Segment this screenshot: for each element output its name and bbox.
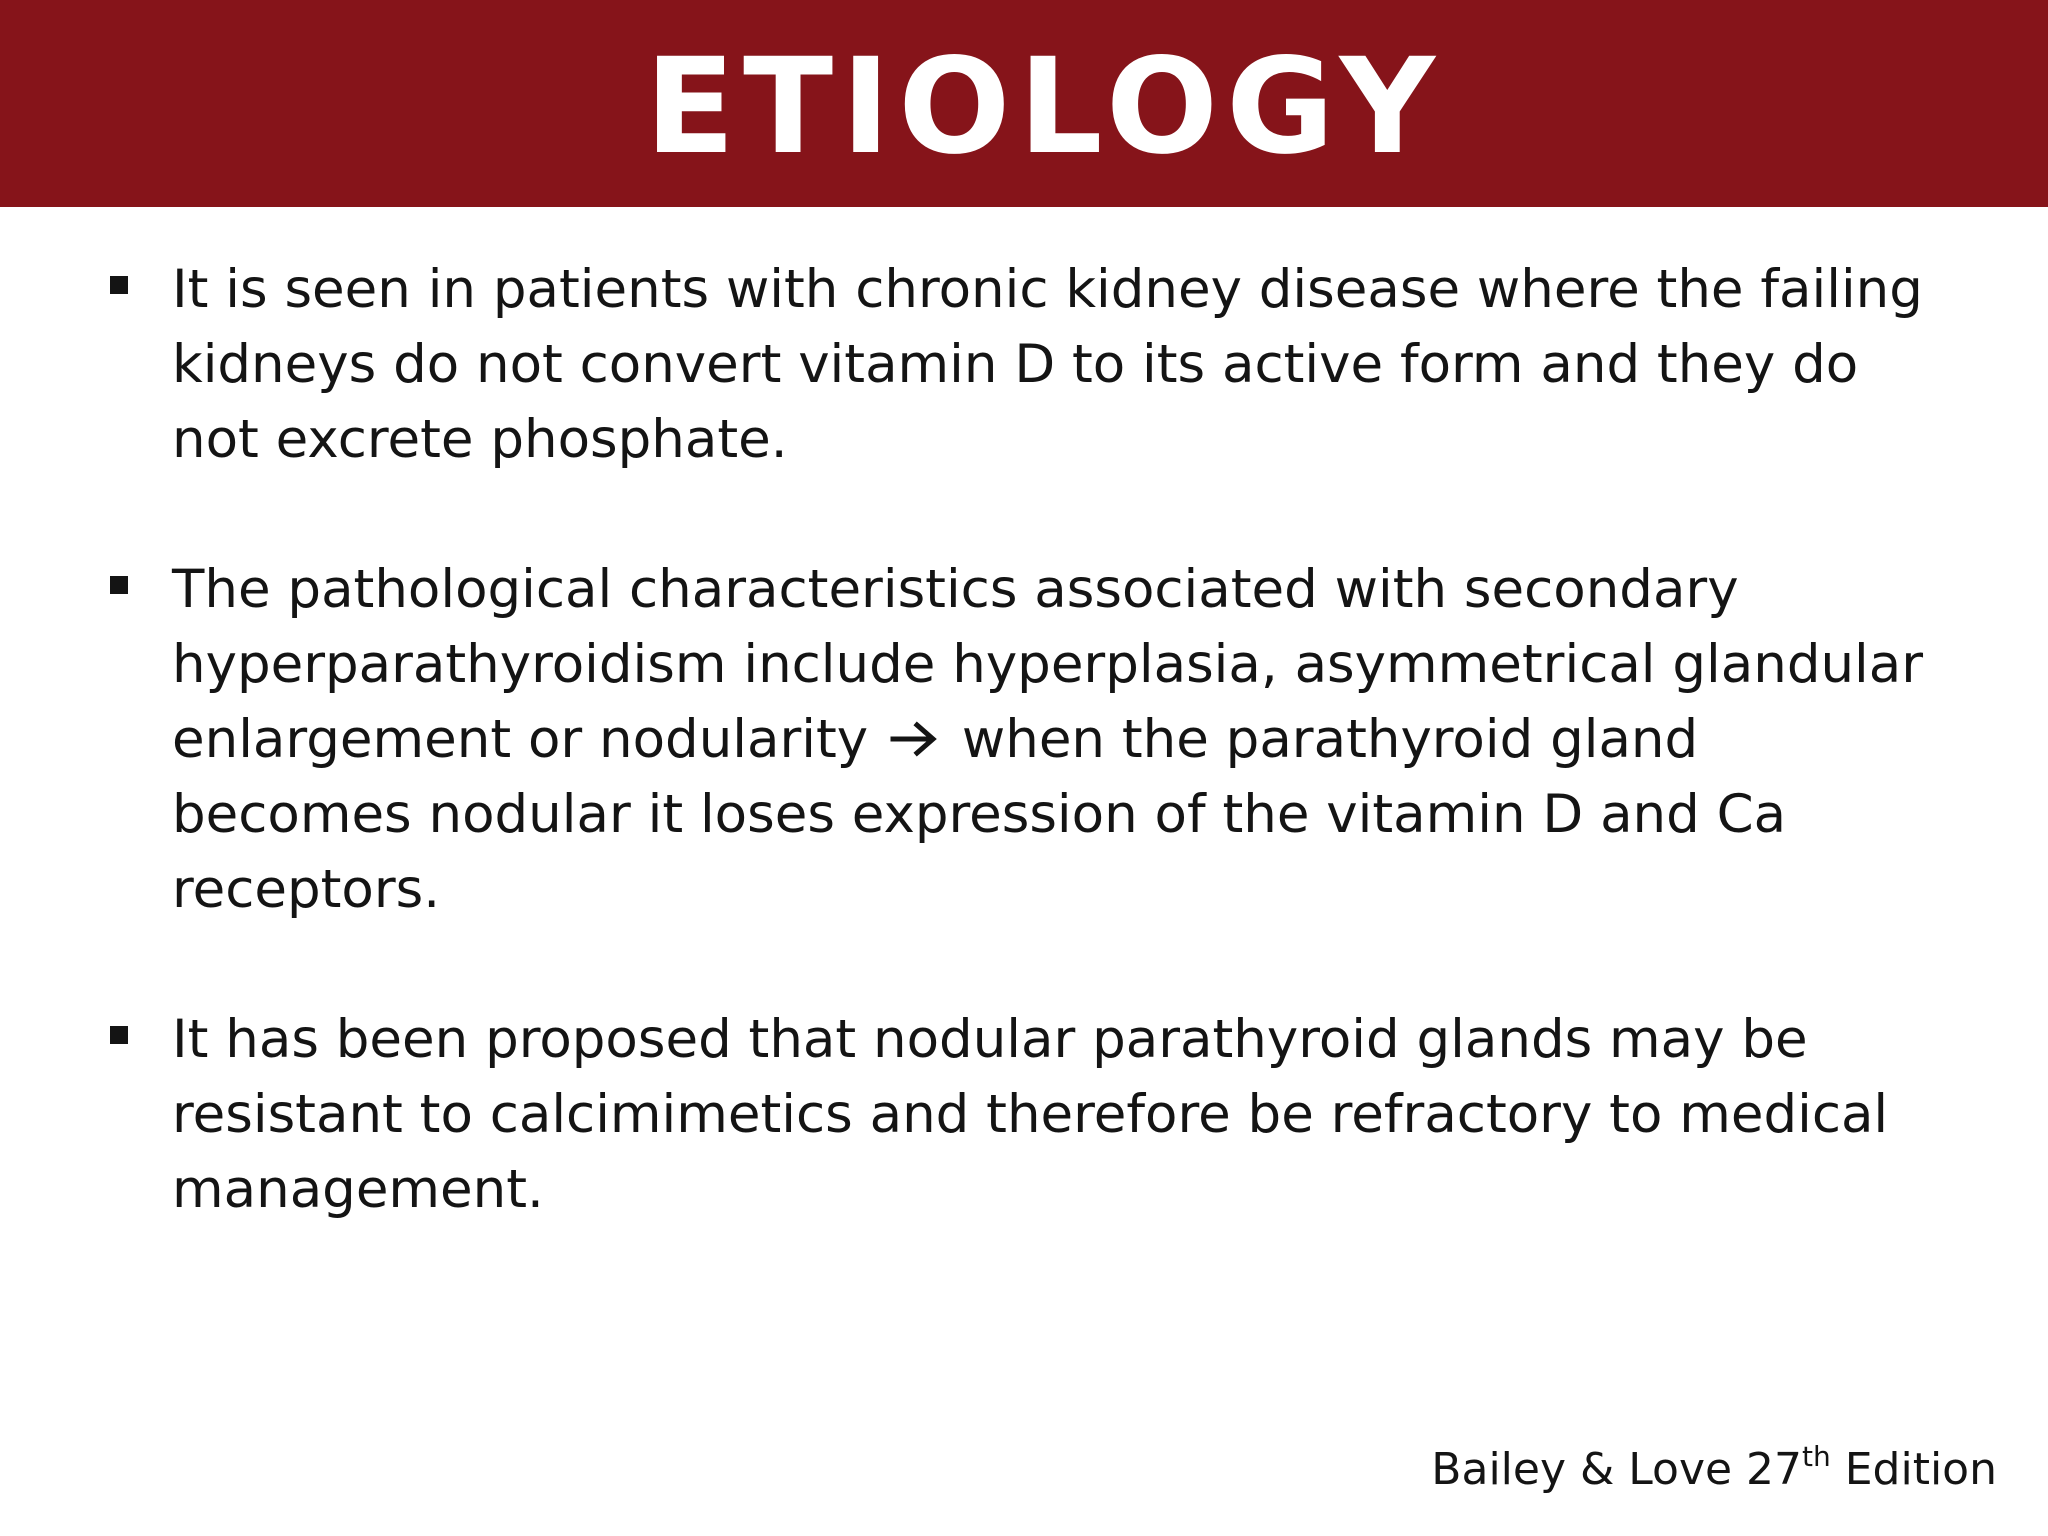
title-bar: [0, 0, 2048, 207]
square-bullet-icon: [110, 576, 128, 594]
square-bullet-icon: [110, 1026, 128, 1044]
bullet-text: It is seen in patients with chronic kidney disease where the failing kidneys do not convert vitamin D to its active form and they do not excrete phosphate.: [172, 259, 1923, 470]
citation-prefix: Bailey & Love 27: [1431, 1444, 1803, 1495]
source-citation: [1431, 1440, 1997, 1500]
bullet-text: It has been proposed that nodular parathyroid glands may be resistant to calcimimetics and therefore be refractory to medical management.: [172, 1009, 1889, 1220]
bullet-text-after-arrow: when the parathyroid gland becomes nodular it loses expression of the vitamin D and Ca receptors.: [172, 709, 1787, 920]
citation-suffix: Edition: [1830, 1444, 1997, 1495]
bullet-list: [110, 252, 1940, 1227]
bullet-item: [110, 552, 1940, 927]
square-bullet-icon: [110, 276, 128, 294]
bullet-item: [110, 252, 1940, 477]
bullet-text: [172, 559, 1923, 920]
citation-superscript: th: [1802, 1440, 1831, 1473]
slide-title: ETIOLOGY: [644, 29, 1444, 184]
right-arrow-icon: [889, 719, 941, 759]
bullet-text-before-arrow: The pathological characteristics associated with secondary hyperparathyroidism include hyperplasia, asymmetrical glandular enlargement or nodularity: [172, 559, 1924, 770]
bullet-item: [110, 1002, 1940, 1227]
